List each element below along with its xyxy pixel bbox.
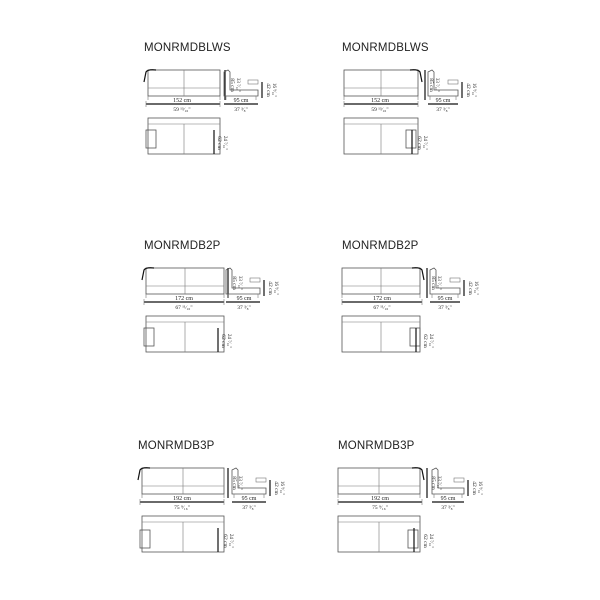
height-in-label: 33 ⁷⁄₁₆"	[436, 475, 441, 491]
height-in-label: 33 ⁷⁄₁₆"	[436, 275, 441, 291]
height-cm-label: 85 cm	[430, 476, 436, 490]
product-code: MONRMDB2P	[342, 240, 419, 252]
width-cm-label: 152 cm	[371, 98, 389, 104]
product-sheet-2	[338, 42, 538, 192]
width-in-label: 59 ¹³⁄₁₆"	[173, 107, 191, 113]
plan-cm-label: 62 cm	[416, 136, 422, 150]
sofa-drawing	[338, 42, 538, 192]
depth-in-label: 37 ³⁄₈"	[441, 505, 455, 511]
depth-cm-label: 95 cm	[241, 496, 257, 502]
seat-cm-label: 42 cm	[273, 481, 279, 495]
depth-cm-label: 95 cm	[233, 98, 249, 104]
height-cm-label: 85 cm	[229, 78, 235, 92]
plan-cm-label: 62 cm	[216, 136, 222, 150]
depth-cm-label: 95 cm	[440, 496, 456, 502]
depth-in-label: 37 ³⁄₈"	[436, 107, 450, 113]
width-cm-label: 192 cm	[173, 496, 191, 502]
plan-view	[144, 316, 224, 352]
height-in-label: 33 ⁷⁄₁₆"	[434, 77, 439, 93]
sofa-drawing	[136, 440, 336, 590]
product-sheet-6	[334, 440, 534, 590]
height-in-label: 33 ⁷⁄₁₆"	[237, 275, 242, 291]
plan-view	[338, 516, 420, 552]
product-code: MONRMDBLWS	[342, 42, 429, 54]
product-code: MONRMDB3P	[138, 440, 215, 452]
plan-in-label: 24 ⁷⁄₁₆"	[422, 135, 427, 151]
product-sheet-1	[140, 42, 340, 192]
seat-cm-label: 42 cm	[471, 481, 477, 495]
width-cm-label: 152 cm	[173, 98, 191, 104]
seat-in-label: 16 ⁹⁄₁₆"	[471, 82, 476, 98]
width-in-label: 67 ¹¹⁄₁₆"	[373, 305, 391, 311]
product-sheet-4	[338, 240, 538, 390]
product-code: MONRMDBLWS	[144, 42, 231, 54]
seat-cm-label: 42 cm	[265, 83, 271, 97]
sofa-drawing	[338, 240, 538, 390]
height-in-label: 33 ⁷⁄₁₆"	[237, 475, 242, 491]
plan-view	[140, 516, 224, 552]
height-cm-label: 85 cm	[231, 476, 237, 490]
width-cm-label: 172 cm	[373, 296, 391, 302]
plan-cm-label: 62 cm	[222, 534, 228, 548]
width-in-label: 75 ⁹⁄₁₆"	[372, 505, 388, 511]
plan-in-label: 24 ⁷⁄₁₆"	[222, 135, 227, 151]
seat-in-label: 16 ⁹⁄₁₆"	[477, 480, 482, 496]
plan-cm-label: 62 cm	[220, 334, 226, 348]
plan-in-label: 24 ⁷⁄₁₆"	[428, 533, 433, 549]
seat-cm-label: 42 cm	[267, 281, 273, 295]
product-sheet-3	[140, 240, 340, 390]
plan-view	[344, 118, 418, 154]
plan-view	[146, 118, 220, 154]
plan-cm-label: 62 cm	[422, 534, 428, 548]
height-in-label: 33 ⁷⁄₁₆"	[235, 77, 240, 93]
height-cm-label: 85 cm	[231, 276, 237, 290]
depth-in-label: 37 ³⁄₈"	[438, 305, 452, 311]
depth-in-label: 37 ³⁄₈"	[234, 107, 248, 113]
depth-in-label: 37 ³⁄₈"	[237, 305, 251, 311]
product-code: MONRMDB3P	[338, 440, 415, 452]
height-cm-label: 85 cm	[428, 78, 434, 92]
seat-in-label: 16 ⁹⁄₁₆"	[279, 480, 284, 496]
product-code: MONRMDB2P	[144, 240, 221, 252]
seat-in-label: 16 ⁹⁄₁₆"	[473, 280, 478, 296]
plan-view	[342, 316, 420, 352]
width-in-label: 75 ⁹⁄₁₆"	[174, 505, 190, 511]
sofa-drawing	[140, 42, 340, 192]
product-sheet-5	[136, 440, 336, 590]
depth-cm-label: 95 cm	[437, 296, 453, 302]
height-cm-label: 85 cm	[430, 276, 436, 290]
seat-cm-label: 42 cm	[467, 281, 473, 295]
depth-cm-label: 95 cm	[435, 98, 451, 104]
width-cm-label: 192 cm	[371, 496, 389, 502]
width-cm-label: 172 cm	[175, 296, 193, 302]
sofa-drawing	[140, 240, 340, 390]
seat-in-label: 16 ⁹⁄₁₆"	[273, 280, 278, 296]
width-in-label: 59 ¹³⁄₁₆"	[371, 107, 389, 113]
depth-cm-label: 95 cm	[236, 296, 252, 302]
width-in-label: 67 ¹¹⁄₁₆"	[175, 305, 193, 311]
plan-in-label: 24 ⁷⁄₁₆"	[428, 333, 433, 349]
plan-in-label: 24 ⁷⁄₁₆"	[226, 333, 231, 349]
seat-in-label: 16 ⁹⁄₁₆"	[271, 82, 276, 98]
plan-cm-label: 62 cm	[422, 334, 428, 348]
depth-in-label: 37 ³⁄₈"	[242, 505, 256, 511]
seat-cm-label: 42 cm	[465, 83, 471, 97]
sofa-drawing	[334, 440, 534, 590]
plan-in-label: 24 ⁷⁄₁₆"	[228, 533, 233, 549]
